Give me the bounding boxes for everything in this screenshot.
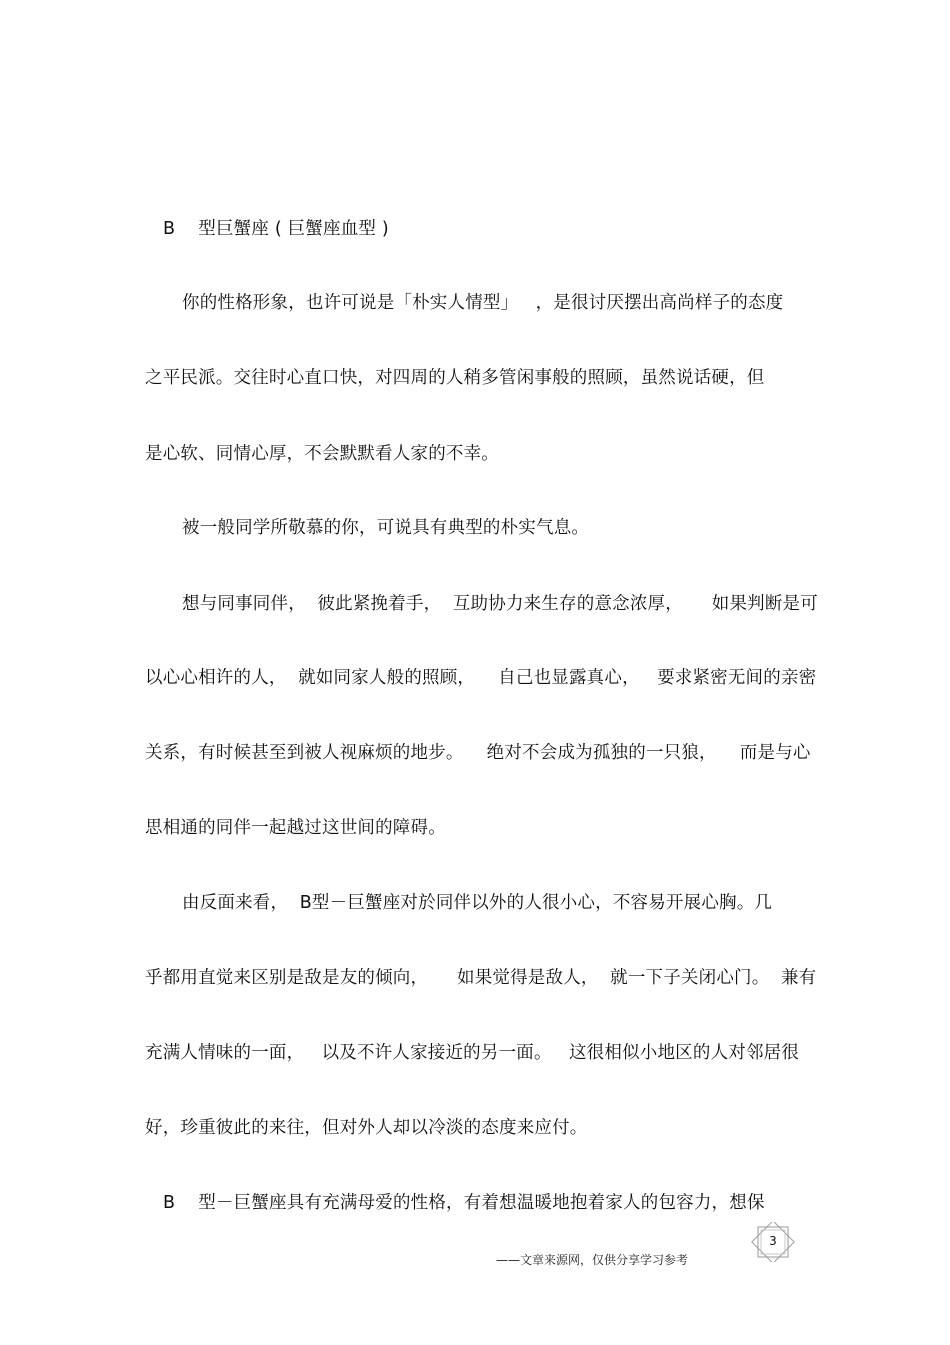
footer-note: ——文章来源网，仅供分享学习参考 [496, 1253, 689, 1267]
paragraph-line: 乎都用直觉来区别是敌是友的倾向， 如果觉得是敌人， 就一下子关闭心门。 兼有 [145, 968, 817, 988]
paragraph-line: 思相通的同伴一起越过这世间的障碍。 [145, 818, 446, 838]
paragraph-line: 你的性格形象，也许可说是「朴实人情型」 ，是很讨厌摆出高尚样子的态度 [182, 293, 784, 313]
paragraph-line: 是心软、同情心厚，不会默默看人家的不幸。 [145, 444, 499, 464]
paragraph-line: 以心心相许的人， 就如同家人般的照顾， 自己也显露真心， 要求紧密无间的亲密 [145, 668, 817, 688]
paragraph-line: 之平民派。交往时心直口快，对四周的人稍多管闲事般的照顾，虽然说话硬，但 [145, 368, 765, 388]
paragraph-line: 充满人情味的一面， 以及不许人家接近的另一面。 这很相似小地区的人对邻居很 [145, 1043, 800, 1063]
page-number-badge [748, 1222, 798, 1262]
paragraph-line: 好，珍重彼此的来往，但对外人却以冷淡的态度来应付。 [145, 1118, 588, 1138]
paragraph-line: 关系，有时候甚至到被人视麻烦的地步。 绝对不会成为孤独的一只狼， 而是与心 [145, 743, 811, 763]
paragraph-line: 想与同事同伴， 彼此紧挽着手， 互助协力来生存的意念浓厚， 如果判断是可 [182, 594, 818, 614]
paragraph-line: B 型－巨蟹座具有充满母爱的性格，有着想温暖地抱着家人的包容力，想保 [163, 1193, 765, 1213]
page-number: 3 [769, 1234, 777, 1248]
section-heading: B 型巨蟹座 ( 巨蟹座血型 ) [163, 219, 389, 239]
paragraph-line: 被一般同学所敬慕的你，可说具有典型的朴实气息。 [182, 518, 590, 538]
paragraph-line: 由反面来看， B型－巨蟹座对於同伴以外的人很小心，不容易开展心胸。几 [182, 893, 773, 913]
